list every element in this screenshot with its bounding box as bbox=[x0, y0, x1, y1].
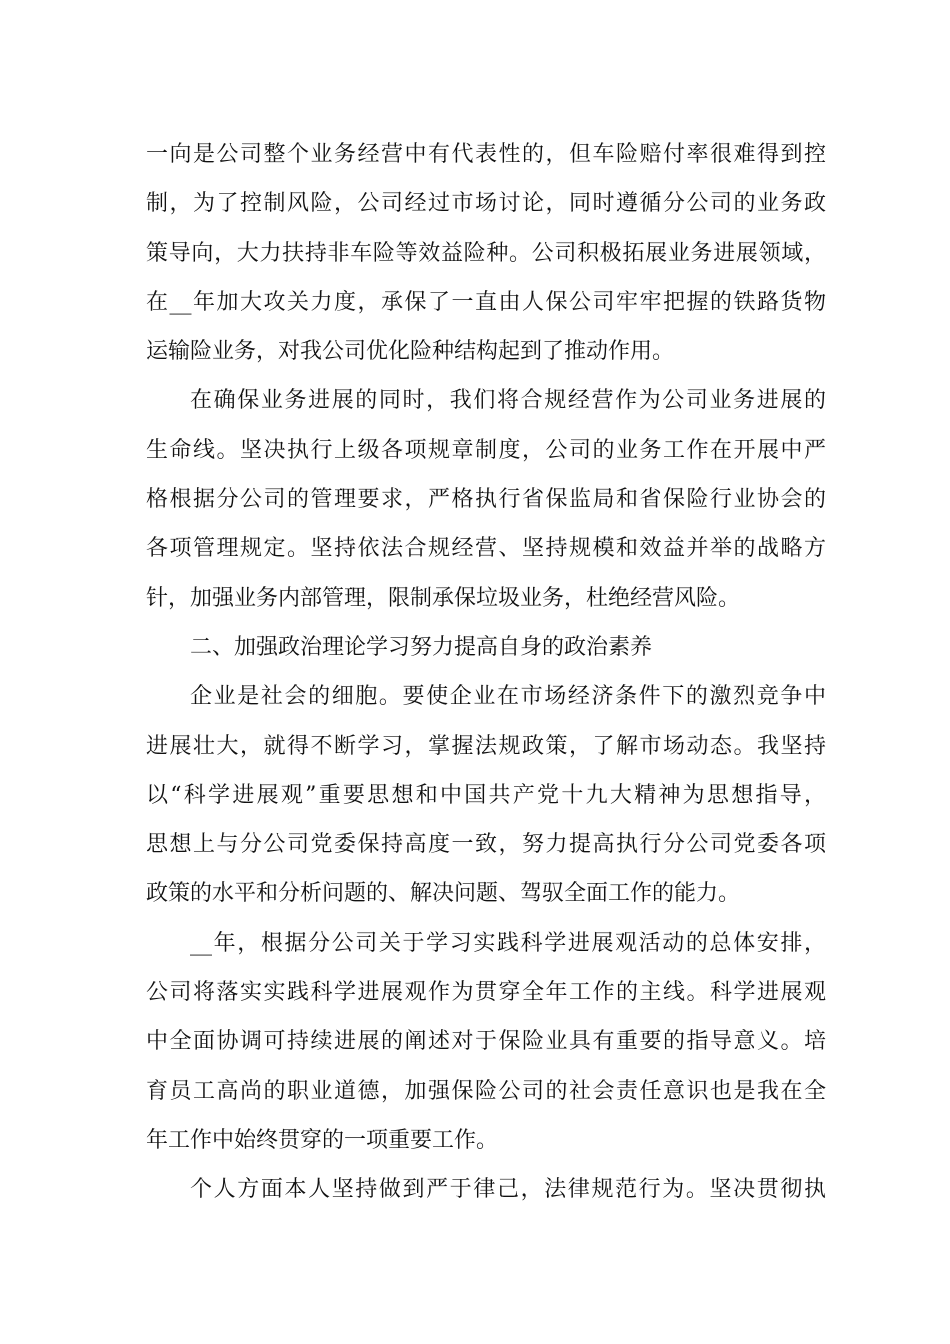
text-line: 制，为了控制风险，公司经过市场讨论，同时遵循分公司的业务政 bbox=[146, 191, 826, 217]
text-line: 一向是公司整个业务经营中有代表性的，但车险赔付率很难得到控 bbox=[146, 142, 826, 167]
text-line: 育员工高尚的职业道德，加强保险公司的社会责任意识也是我在全 bbox=[146, 1078, 826, 1104]
text-line: 政策的水平和分析问题的、解决问题、驾驭全面工作的能力。 bbox=[146, 881, 741, 907]
text-line: 针，加强业务内部管理，限制承保垃圾业务，杜绝经营风险。 bbox=[146, 585, 741, 611]
body-text bbox=[146, 130, 826, 1215]
text-line: 在__年加大攻关力度，承保了一直由人保公司牢牢把握的铁路货物 bbox=[146, 289, 826, 315]
text-line: 二、加强政治理论学习努力提高自身的政治素养 bbox=[190, 634, 653, 660]
text-line: 年工作中始终贯穿的一项重要工作。 bbox=[146, 1127, 499, 1153]
text-line: 各项管理规定。坚持依法合规经营、坚持规模和效益并举的战略方 bbox=[146, 536, 826, 562]
text-line: 企业是社会的细胞。要使企业在市场经济条件下的激烈竞争中 bbox=[190, 684, 826, 710]
text-line: 中全面协调可持续进展的阐述对于保险业具有重要的指导意义。培 bbox=[146, 1029, 826, 1055]
text-line: 策导向，大力扶持非车险等效益险种。公司积极拓展业务进展领域， bbox=[146, 240, 826, 266]
text-line: 在确保业务进展的同时，我们将合规经营作为公司业务进展的 bbox=[190, 388, 826, 414]
text-line: 格根据分公司的管理要求，严格执行省保监局和省保险行业协会的 bbox=[146, 487, 826, 513]
text-line: 进展壮大，就得不断学习，掌握法规政策，了解市场动态。我坚持 bbox=[146, 733, 826, 759]
text-line: 思想上与分公司党委保持高度一致，努力提高执行分公司党委各项 bbox=[146, 832, 826, 858]
text-line: 以“科学进展观”重要思想和中国共产党十九大精神为思想指导， bbox=[146, 782, 826, 808]
text-line: 个人方面本人坚持做到严于律己，法律规范行为。坚决贯彻执 bbox=[190, 1177, 826, 1203]
text-line: 运输险业务，对我公司优化险种结构起到了推动作用。 bbox=[146, 339, 675, 365]
text-line: 生命线。坚决执行上级各项规章制度，公司的业务工作在开展中严 bbox=[146, 437, 826, 463]
text-line: 公司将落实实践科学进展观作为贯穿全年工作的主线。科学进展观 bbox=[146, 980, 826, 1006]
text-line: __年，根据分公司关于学习实践科学进展观活动的总体安排， bbox=[190, 930, 826, 956]
